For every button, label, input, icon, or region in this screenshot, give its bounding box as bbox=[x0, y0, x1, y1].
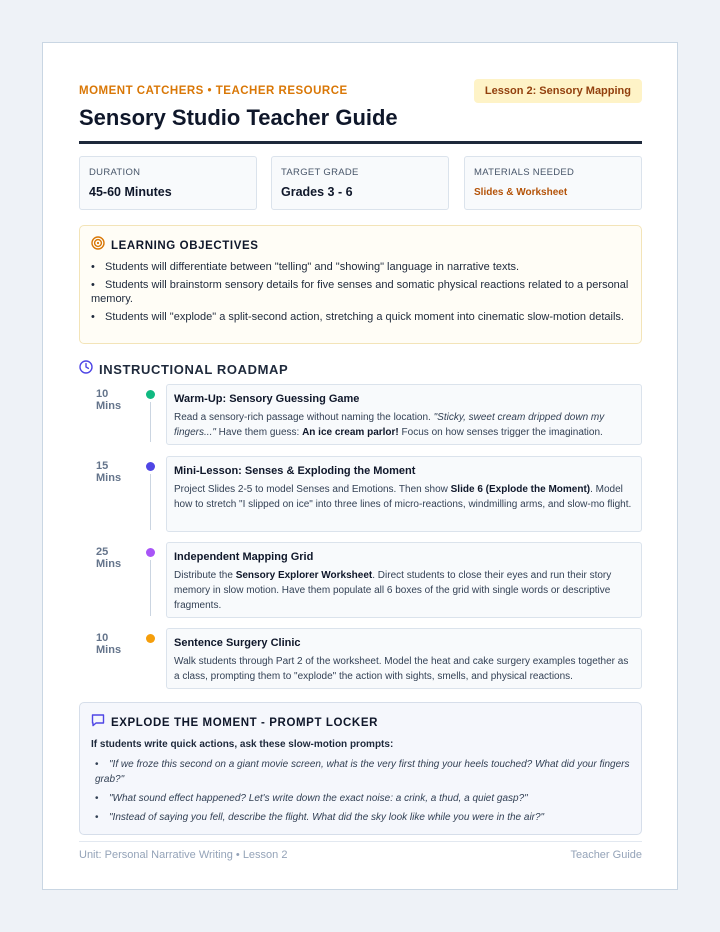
roadmap-title: INSTRUCTIONAL ROADMAP bbox=[99, 362, 289, 377]
footer-doc-type: Teacher Guide bbox=[570, 849, 642, 861]
timeline-node bbox=[146, 390, 155, 399]
step-title: Mini-Lesson: Senses & Exploding the Moment bbox=[174, 465, 416, 477]
roadmap-heading bbox=[79, 360, 288, 379]
timeline-node bbox=[146, 548, 155, 557]
prompt-list bbox=[91, 757, 631, 825]
grade-label: TARGET GRADE bbox=[281, 167, 359, 178]
step-card bbox=[166, 628, 642, 689]
step-title: Warm-Up: Sensory Guessing Game bbox=[174, 393, 360, 405]
prompt-text: "What sound effect happened? Let's write down the exact noise: a crink, a thud, a quiet gasp?" bbox=[109, 793, 528, 804]
step-card bbox=[166, 384, 642, 445]
prompt-item: • "If we froze this second on a giant movie screen, what is the very first thing your heels touched? What did your fingers grab?" bbox=[95, 759, 630, 785]
step-description: Walk students through Part 2 of the worksheet. Model the heat and cake surgery examples together as a class, prompting them to "explode" the action with sights, smells, and physical reactions. bbox=[174, 656, 629, 682]
objective-item: • Students will differentiate between "telling" and "showing" language in narrative texts. bbox=[91, 261, 520, 273]
objective-text: Students will brainstorm sensory details for five senses and somatic physical reactions related to a personal memory. bbox=[91, 278, 629, 305]
target-icon bbox=[91, 236, 105, 255]
step-card bbox=[166, 542, 642, 618]
duration-card bbox=[79, 156, 257, 210]
prompt-item: • "Instead of saying you fell, describe the flight. What did the sky look like while you were in the air?" bbox=[95, 812, 545, 823]
clock-icon bbox=[79, 360, 93, 379]
eyebrow-label: MOMENT CATCHERS • TEACHER RESOURCE bbox=[79, 85, 348, 97]
grade-value: Grades 3 - 6 bbox=[281, 185, 353, 199]
grade-card bbox=[271, 156, 449, 210]
page-title: Sensory Studio Teacher Guide bbox=[79, 105, 398, 130]
objective-text: Students will differentiate between "telling" and "showing" language in narrative texts. bbox=[105, 261, 520, 273]
prompt-item: • "What sound effect happened? Let's write down the exact noise: a crink, a thud, a quiet gasp?" bbox=[95, 793, 528, 804]
step-description: Project Slides 2-5 to model Senses and Emotions. Then show Slide 6 (Explode the Moment). Model how to stretch "I slipped on ice" into three lines of micro-reactions, windmilling arms, and slow-mo flight. bbox=[174, 484, 632, 510]
objectives-heading bbox=[91, 236, 631, 255]
locker-intro: If students write quick actions, ask these slow-motion prompts: bbox=[91, 739, 394, 750]
objective-text: Students will "explode" a split-second action, stretching a quick moment into cinematic slow-motion details. bbox=[105, 310, 624, 323]
objectives-list bbox=[91, 260, 631, 324]
locker-title: EXPLODE THE MOMENT - PROMPT LOCKER bbox=[111, 716, 379, 729]
step-time: 15 Mins bbox=[96, 460, 122, 484]
footer-unit: Unit: Personal Narrative Writing • Lesson 2 bbox=[79, 849, 288, 861]
materials-label: MATERIALS NEEDED bbox=[474, 167, 575, 178]
timeline-node bbox=[146, 462, 155, 471]
duration-value: 45-60 Minutes bbox=[89, 185, 172, 199]
duration-label: DURATION bbox=[89, 167, 141, 178]
footer-divider bbox=[79, 841, 642, 842]
step-description: Read a sensory-rich passage without naming the location. "Sticky, sweet cream dripped down my fingers..." Have them guess: An ice cream parlor! Focus on how senses trigger the imagination. bbox=[174, 412, 605, 438]
step-title: Independent Mapping Grid bbox=[174, 551, 314, 563]
step-title: Sentence Surgery Clinic bbox=[174, 637, 301, 649]
prompt-text: "If we froze this second on a giant movie screen, what is the very first thing your heels touched? What did your fingers grab?" bbox=[95, 759, 630, 785]
objective-item: • Students will "explode" a split-second action, stretching a quick moment into cinematic slow-motion details. bbox=[91, 310, 624, 323]
materials-value: Slides & Worksheet bbox=[474, 187, 568, 198]
guide-page bbox=[42, 42, 678, 890]
step-time: 10 Mins bbox=[96, 632, 122, 656]
title-divider bbox=[79, 141, 642, 144]
materials-card bbox=[464, 156, 642, 210]
step-time: 25 Mins bbox=[96, 546, 122, 570]
timeline-line bbox=[150, 402, 151, 442]
learning-objectives bbox=[79, 225, 642, 344]
locker-heading bbox=[91, 713, 631, 732]
prompt-text: "Instead of saying you fell, describe the flight. What did the sky look like while you were in the air?" bbox=[109, 812, 545, 823]
objectives-title: LEARNING OBJECTIVES bbox=[111, 239, 259, 252]
chat-icon bbox=[91, 713, 105, 732]
timeline-line bbox=[150, 560, 151, 616]
timeline-line bbox=[150, 474, 151, 530]
lesson-badge: Lesson 2: Sensory Mapping bbox=[474, 79, 642, 103]
step-card bbox=[166, 456, 642, 532]
prompt-locker bbox=[79, 702, 642, 835]
objective-item: • Students will brainstorm sensory details for five senses and somatic physical reactions related to a personal memory. bbox=[91, 278, 629, 305]
step-time: 10 Mins bbox=[96, 388, 122, 412]
step-description: Distribute the Sensory Explorer Worksheet. Direct students to close their eyes and run their story memory in slow motion. Have them populate all 6 boxes of the grid with single words or descriptive fragments. bbox=[174, 570, 612, 611]
timeline-node bbox=[146, 634, 155, 643]
stat-cards bbox=[79, 156, 642, 210]
